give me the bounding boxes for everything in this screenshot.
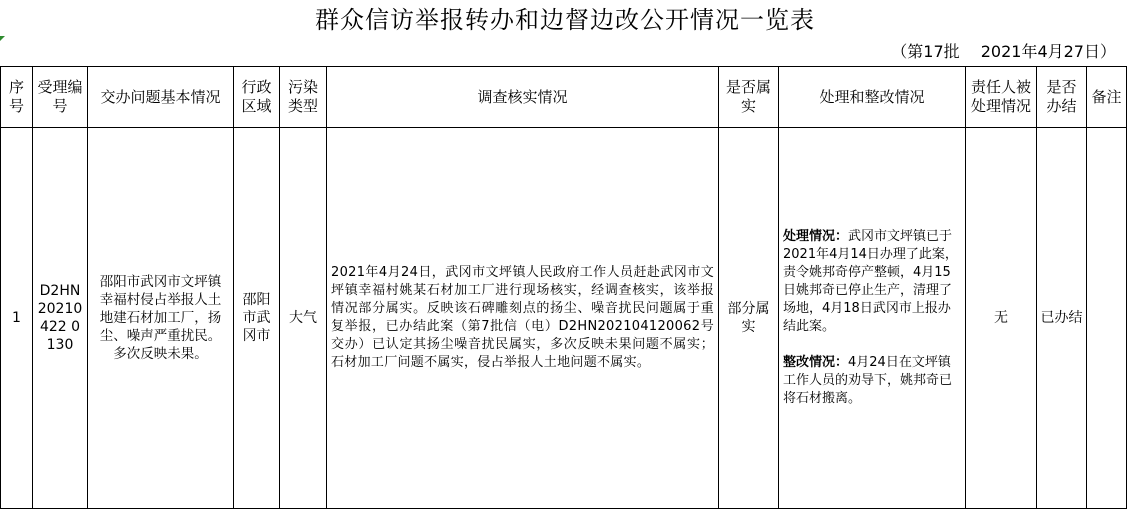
handling-text: 武冈市文坪镇已于2021年4月14日办理了此案，责令姚邦奇停产整顿，4月15日姚邦奇已停止生产，清理了场地，4月18日武冈市上报办结此案。 — [783, 229, 958, 334]
header-investigation: 调查核实情况 — [327, 67, 719, 128]
report-table — [0, 66, 1127, 509]
header-closed: 是否办结 — [1037, 67, 1087, 128]
cell-pollution: 大气 — [280, 128, 327, 509]
rectify-text: 4月24日在文坪镇工作人员的劝导下，姚邦奇已将石材搬离。 — [783, 355, 953, 406]
header-remark: 备注 — [1087, 67, 1127, 128]
cell-accountability: 无 — [966, 128, 1037, 509]
cell-closed: 已办结 — [1037, 128, 1087, 509]
header-accountability: 责任人被处理情况 — [966, 67, 1037, 128]
header-handling: 处理和整改情况 — [779, 67, 966, 128]
header-code: 受理编号 — [33, 67, 88, 128]
cell-verified: 部分属实 — [719, 128, 779, 509]
header-seq: 序号 — [1, 67, 33, 128]
cell-code: D2HN20210422 0130 — [33, 128, 88, 509]
page-title: 群众信访举报转办和边督边改公开情况一览表 — [315, 6, 815, 34]
batch-info: （第17批 2021年4月27日） — [891, 42, 1116, 61]
cell-comment-marker — [0, 36, 5, 41]
header-region: 行政区域 — [234, 67, 280, 128]
rectify-label: 整改情况： — [783, 355, 849, 370]
table-row — [1, 128, 1127, 509]
header-pollution: 污染类型 — [280, 67, 327, 128]
header-issue: 交办问题基本情况 — [88, 67, 234, 128]
cell-seq: 1 — [1, 128, 33, 509]
header-verified: 是否属实 — [719, 67, 779, 128]
cell-remark — [1087, 128, 1127, 509]
cell-investigation: 2021年4月24日，武冈市文坪镇人民政府工作人员赶赴武冈市文坪镇幸福村姚某石材加工厂进行现场核实，经调查核实，该举报情况部分属实。反映该石碑雕刻点的扬尘、噪音扰民问题属于重复举报，已办结此案（第7批信（电）D2HN202104120062号交办）已认定其扬尘噪音扰民属实，多次反映未果问题不属实；石材加工厂问题不属实，侵占举报人土地问题不属实。 — [327, 128, 719, 509]
header-row — [1, 67, 1127, 128]
cell-handling — [779, 128, 966, 509]
cell-issue: 邵阳市武冈市文坪镇幸福村侵占举报人土地建石材加工厂，扬尘、噪声严重扰民。多次反映未果。 — [88, 128, 234, 509]
cell-region: 邵阳市武冈市 — [234, 128, 280, 509]
handling-label: 处理情况： — [783, 229, 849, 244]
